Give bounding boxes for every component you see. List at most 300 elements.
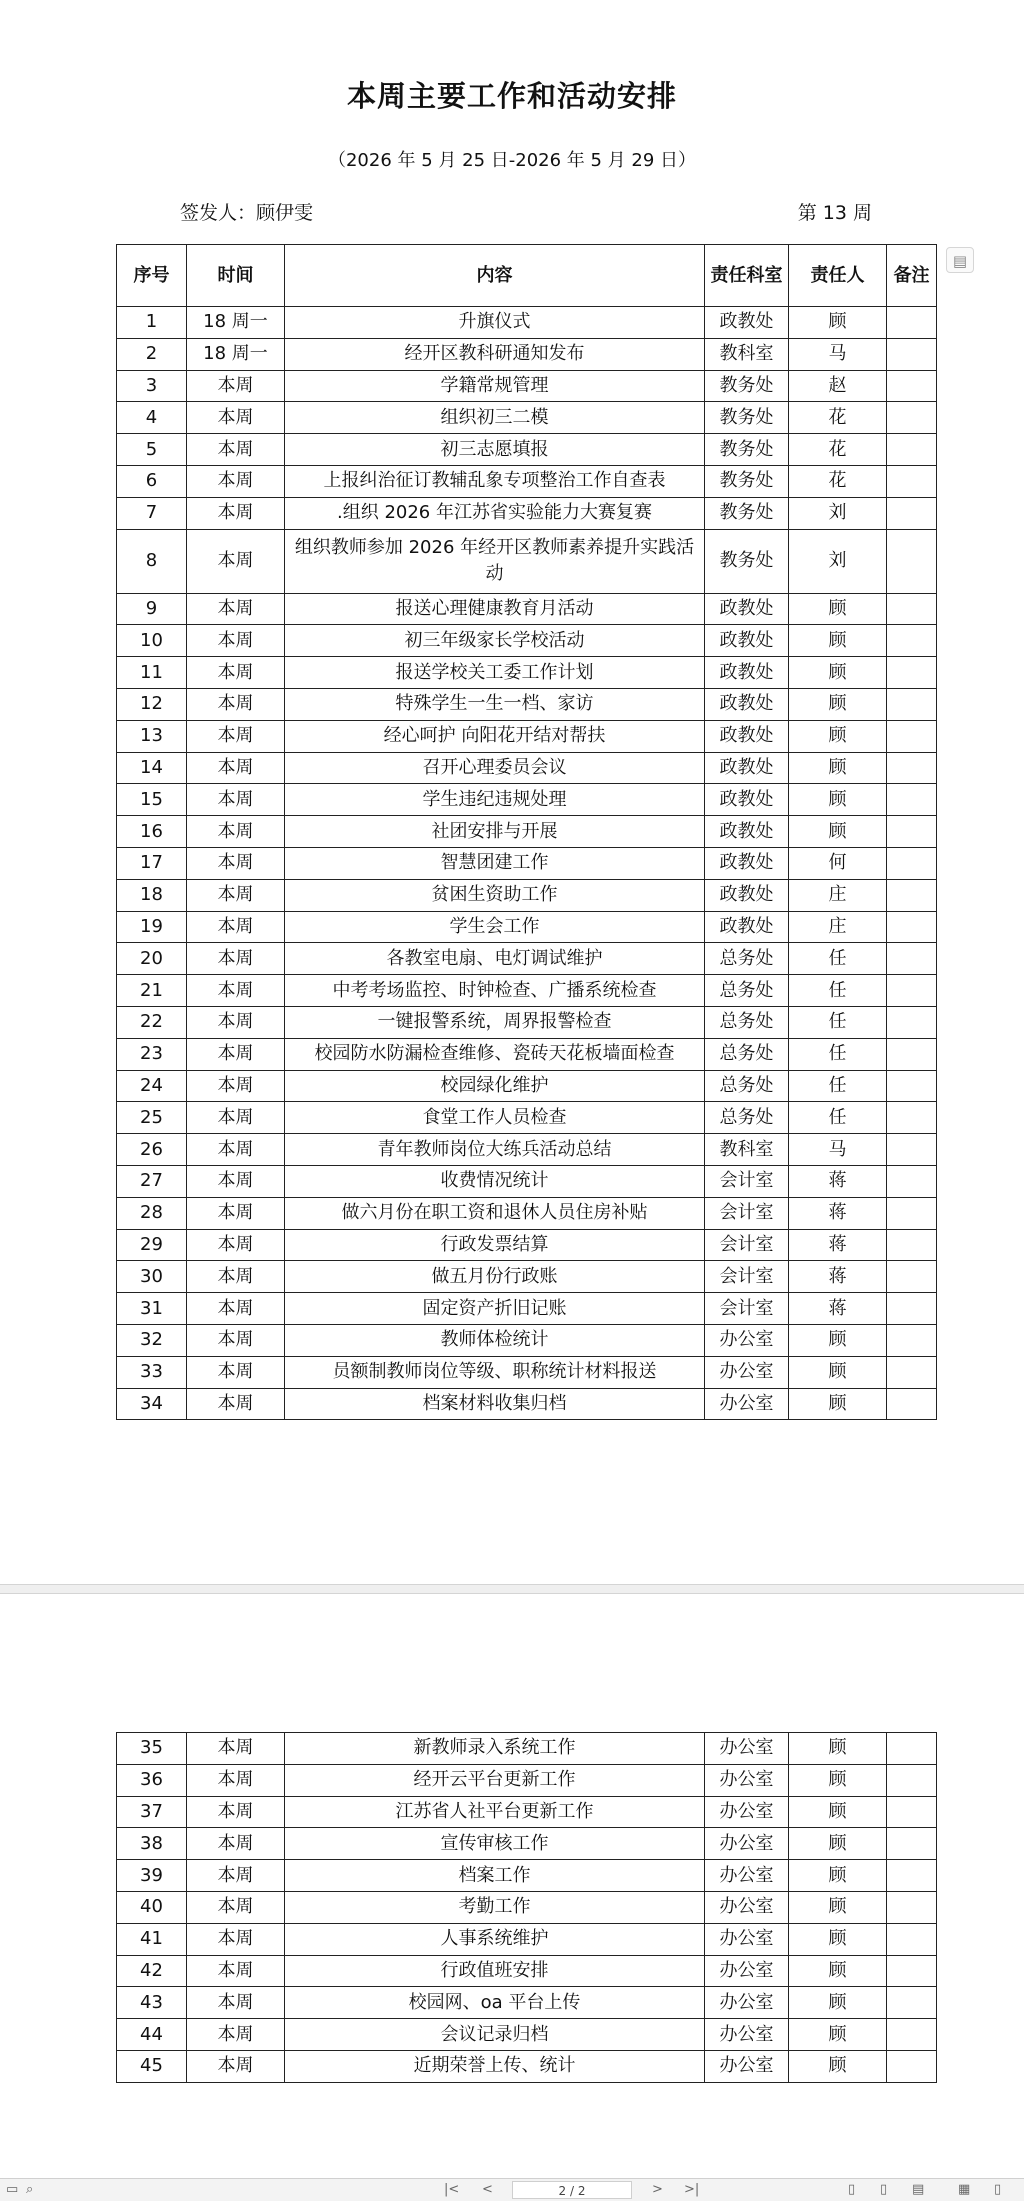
cell-note bbox=[887, 338, 937, 370]
cell-person: 任 bbox=[789, 1070, 887, 1102]
date-range: （2026 年 5 月 25 日-2026 年 5 月 29 日） bbox=[327, 150, 697, 171]
cell-dept: 办公室 bbox=[705, 2019, 789, 2051]
cell-dept: 政教处 bbox=[705, 847, 789, 879]
table-row bbox=[117, 370, 937, 402]
cell-dept: 办公室 bbox=[705, 1860, 789, 1892]
cell-person: 顾 bbox=[789, 720, 887, 752]
cell-dept: 教务处 bbox=[705, 370, 789, 402]
cell-person: 顾 bbox=[789, 1733, 887, 1765]
cell-time: 本周 bbox=[187, 1987, 285, 2019]
table-row bbox=[117, 688, 937, 720]
table-row bbox=[117, 402, 937, 434]
cell-time: 本周 bbox=[187, 2050, 285, 2082]
cell-dept: 办公室 bbox=[705, 1356, 789, 1388]
cell-content: 召开心理委员会议 bbox=[285, 752, 705, 784]
cell-person: 顾 bbox=[789, 1955, 887, 1987]
cell-time: 本周 bbox=[187, 593, 285, 625]
cell-dept: 会计室 bbox=[705, 1229, 789, 1261]
cell-note bbox=[887, 911, 937, 943]
cell-time: 本周 bbox=[187, 529, 285, 593]
cell-note bbox=[887, 1955, 937, 1987]
cell-note bbox=[887, 625, 937, 657]
cell-person: 花 bbox=[789, 465, 887, 497]
last-page-icon[interactable]: >| bbox=[684, 2182, 700, 2197]
cell-no: 20 bbox=[117, 943, 187, 975]
cell-content: 食堂工作人员检查 bbox=[285, 1102, 705, 1134]
cell-time: 18 周一 bbox=[187, 338, 285, 370]
fit-page-icon[interactable]: ▭ bbox=[6, 2182, 19, 2197]
cell-note bbox=[887, 1764, 937, 1796]
table-row bbox=[117, 1293, 937, 1325]
cell-no: 33 bbox=[117, 1356, 187, 1388]
cell-dept: 办公室 bbox=[705, 1764, 789, 1796]
cell-content: 档案材料收集归档 bbox=[285, 1388, 705, 1420]
table-row bbox=[117, 2050, 937, 2082]
cell-no: 11 bbox=[117, 657, 187, 689]
table-row bbox=[117, 1860, 937, 1892]
schedule-table-continued bbox=[116, 1732, 937, 2083]
cell-person: 顾 bbox=[789, 1860, 887, 1892]
cell-time: 本周 bbox=[187, 1324, 285, 1356]
cell-content: 贫困生资助工作 bbox=[285, 879, 705, 911]
cell-dept: 总务处 bbox=[705, 943, 789, 975]
cell-dept: 政教处 bbox=[705, 816, 789, 848]
cell-person: 马 bbox=[789, 1134, 887, 1166]
cell-time: 本周 bbox=[187, 657, 285, 689]
cell-content: 上报纠治征订教辅乱象专项整治工作自查表 bbox=[285, 465, 705, 497]
cell-time: 本周 bbox=[187, 402, 285, 434]
cell-content: 报送心理健康教育月活动 bbox=[285, 593, 705, 625]
cell-time: 本周 bbox=[187, 1293, 285, 1325]
cell-dept: 教务处 bbox=[705, 529, 789, 593]
cell-no: 8 bbox=[117, 529, 187, 593]
cell-time: 本周 bbox=[187, 434, 285, 466]
cell-time: 本周 bbox=[187, 497, 285, 529]
table-row bbox=[117, 307, 937, 339]
cell-note bbox=[887, 1860, 937, 1892]
cell-person: 顾 bbox=[789, 816, 887, 848]
cell-dept: 教务处 bbox=[705, 497, 789, 529]
week-number: 第 13 周 bbox=[797, 202, 872, 224]
table-header-row bbox=[117, 245, 937, 307]
cell-note bbox=[887, 1828, 937, 1860]
cell-dept: 政教处 bbox=[705, 593, 789, 625]
cell-person: 蒋 bbox=[789, 1261, 887, 1293]
table-row bbox=[117, 1356, 937, 1388]
cell-time: 本周 bbox=[187, 720, 285, 752]
cell-content: 升旗仪式 bbox=[285, 307, 705, 339]
document-page-2 bbox=[0, 1594, 1024, 2178]
cell-content: 报送学校关工委工作计划 bbox=[285, 657, 705, 689]
cell-note bbox=[887, 847, 937, 879]
cell-no: 28 bbox=[117, 1197, 187, 1229]
cell-dept: 政教处 bbox=[705, 625, 789, 657]
cell-time: 本周 bbox=[187, 2019, 285, 2051]
cell-note bbox=[887, 720, 937, 752]
cell-person: 顾 bbox=[789, 752, 887, 784]
cell-person: 顾 bbox=[789, 1828, 887, 1860]
cell-content: 学生会工作 bbox=[285, 911, 705, 943]
cell-time: 本周 bbox=[187, 688, 285, 720]
cell-no: 12 bbox=[117, 688, 187, 720]
table-row bbox=[117, 1764, 937, 1796]
cell-dept: 教务处 bbox=[705, 465, 789, 497]
cell-no: 25 bbox=[117, 1102, 187, 1134]
cell-time: 本周 bbox=[187, 1891, 285, 1923]
cell-content: 组织初三二模 bbox=[285, 402, 705, 434]
cell-dept: 政教处 bbox=[705, 720, 789, 752]
cell-time: 本周 bbox=[187, 1134, 285, 1166]
cell-content: 一键报警系统，周界报警检查 bbox=[285, 1006, 705, 1038]
cell-note bbox=[887, 2050, 937, 2082]
table-row bbox=[117, 593, 937, 625]
cell-content: 智慧团建工作 bbox=[285, 847, 705, 879]
cell-content: 新教师录入系统工作 bbox=[285, 1733, 705, 1765]
cell-dept: 政教处 bbox=[705, 784, 789, 816]
cell-dept: 会计室 bbox=[705, 1165, 789, 1197]
cell-note bbox=[887, 465, 937, 497]
table-row bbox=[117, 1324, 937, 1356]
cell-no: 37 bbox=[117, 1796, 187, 1828]
cell-person: 顾 bbox=[789, 1388, 887, 1420]
cell-person: 顾 bbox=[789, 1891, 887, 1923]
cell-time: 本周 bbox=[187, 1070, 285, 1102]
cell-dept: 总务处 bbox=[705, 1006, 789, 1038]
cell-note bbox=[887, 1987, 937, 2019]
cell-no: 3 bbox=[117, 370, 187, 402]
cell-time: 本周 bbox=[187, 1261, 285, 1293]
cell-time: 本周 bbox=[187, 1796, 285, 1828]
cell-dept: 政教处 bbox=[705, 657, 789, 689]
cell-person: 顾 bbox=[789, 1796, 887, 1828]
cell-time: 本周 bbox=[187, 1102, 285, 1134]
cell-person: 花 bbox=[789, 434, 887, 466]
cell-person: 庄 bbox=[789, 911, 887, 943]
continuous-icon[interactable]: ▤ bbox=[912, 2182, 925, 2197]
table-row bbox=[117, 1070, 937, 1102]
cell-note bbox=[887, 1891, 937, 1923]
cell-dept: 办公室 bbox=[705, 1891, 789, 1923]
table-row bbox=[117, 2019, 937, 2051]
cell-dept: 政教处 bbox=[705, 911, 789, 943]
cell-no: 1 bbox=[117, 307, 187, 339]
cell-content: 学籍常规管理 bbox=[285, 370, 705, 402]
cell-note bbox=[887, 402, 937, 434]
table-row bbox=[117, 1134, 937, 1166]
header-dept: 责任科室 bbox=[705, 245, 789, 307]
cell-time: 本周 bbox=[187, 1165, 285, 1197]
cell-no: 35 bbox=[117, 1733, 187, 1765]
cell-dept: 办公室 bbox=[705, 1955, 789, 1987]
first-page-icon[interactable]: |< bbox=[444, 2182, 460, 2197]
cell-note bbox=[887, 1293, 937, 1325]
table-row bbox=[117, 752, 937, 784]
table-row bbox=[117, 879, 937, 911]
cell-note bbox=[887, 657, 937, 689]
cell-note bbox=[887, 1796, 937, 1828]
table-row bbox=[117, 816, 937, 848]
cell-time: 本周 bbox=[187, 752, 285, 784]
table-row bbox=[117, 434, 937, 466]
table-row bbox=[117, 1733, 937, 1765]
table-row bbox=[117, 1261, 937, 1293]
cell-person: 刘 bbox=[789, 529, 887, 593]
cell-dept: 总务处 bbox=[705, 1070, 789, 1102]
cell-content: .组织 2026 年江苏省实验能力大赛复赛 bbox=[285, 497, 705, 529]
cell-person: 任 bbox=[789, 975, 887, 1007]
cell-note bbox=[887, 1229, 937, 1261]
cell-time: 本周 bbox=[187, 1860, 285, 1892]
cell-person: 任 bbox=[789, 1038, 887, 1070]
cell-person: 蒋 bbox=[789, 1165, 887, 1197]
cell-time: 本周 bbox=[187, 1197, 285, 1229]
cell-person: 顾 bbox=[789, 784, 887, 816]
cell-person: 蒋 bbox=[789, 1229, 887, 1261]
cell-note bbox=[887, 1324, 937, 1356]
cell-person: 顾 bbox=[789, 657, 887, 689]
table-row bbox=[117, 943, 937, 975]
table-row bbox=[117, 1038, 937, 1070]
cell-note bbox=[887, 529, 937, 593]
cell-content: 档案工作 bbox=[285, 1860, 705, 1892]
cell-person: 顾 bbox=[789, 307, 887, 339]
layout-icon[interactable]: ▦ bbox=[958, 2182, 971, 2197]
cell-content: 校园防水防漏检查维修、瓷砖天花板墙面检查 bbox=[285, 1038, 705, 1070]
cell-content: 收费情况统计 bbox=[285, 1165, 705, 1197]
cell-no: 44 bbox=[117, 2019, 187, 2051]
cell-no: 18 bbox=[117, 879, 187, 911]
table-row bbox=[117, 625, 937, 657]
cell-content: 江苏省人社平台更新工作 bbox=[285, 1796, 705, 1828]
cell-note bbox=[887, 784, 937, 816]
table-row bbox=[117, 1796, 937, 1828]
table-row bbox=[117, 720, 937, 752]
table-row bbox=[117, 1828, 937, 1860]
table-row bbox=[117, 338, 937, 370]
cell-time: 本周 bbox=[187, 1038, 285, 1070]
cell-content: 特殊学生一生一档、家访 bbox=[285, 688, 705, 720]
cell-dept: 政教处 bbox=[705, 688, 789, 720]
cell-content: 各教室电扇、电灯调试维护 bbox=[285, 943, 705, 975]
cell-note bbox=[887, 1070, 937, 1102]
table-row bbox=[117, 1388, 937, 1420]
cell-no: 42 bbox=[117, 1955, 187, 1987]
cell-time: 本周 bbox=[187, 1828, 285, 1860]
table-row bbox=[117, 497, 937, 529]
document-title: 本周主要工作和活动安排 bbox=[346, 79, 677, 113]
cell-no: 17 bbox=[117, 847, 187, 879]
cell-content: 组织教师参加 2026 年经开区教师素养提升实践活动 bbox=[285, 529, 705, 593]
cell-note bbox=[887, 1102, 937, 1134]
cell-note bbox=[887, 307, 937, 339]
cell-person: 顾 bbox=[789, 1324, 887, 1356]
cell-no: 24 bbox=[117, 1070, 187, 1102]
cell-person: 顾 bbox=[789, 2050, 887, 2082]
table-row bbox=[117, 465, 937, 497]
cell-time: 本周 bbox=[187, 847, 285, 879]
cell-no: 2 bbox=[117, 338, 187, 370]
cell-dept: 会计室 bbox=[705, 1197, 789, 1229]
table-row bbox=[117, 1923, 937, 1955]
cell-time: 本周 bbox=[187, 879, 285, 911]
table-row bbox=[117, 975, 937, 1007]
page-separator bbox=[0, 1584, 1024, 1594]
cell-dept: 办公室 bbox=[705, 2050, 789, 2082]
header-time: 时间 bbox=[187, 245, 285, 307]
page-indicator[interactable]: 2 / 2 bbox=[512, 2181, 632, 2199]
cell-no: 10 bbox=[117, 625, 187, 657]
cell-dept: 政教处 bbox=[705, 752, 789, 784]
cell-dept: 会计室 bbox=[705, 1261, 789, 1293]
rotate-icon[interactable]: ▯ bbox=[994, 2182, 1002, 2197]
cell-time: 本周 bbox=[187, 465, 285, 497]
cell-time: 本周 bbox=[187, 816, 285, 848]
cell-note bbox=[887, 1038, 937, 1070]
cell-note bbox=[887, 816, 937, 848]
cell-content: 经心呵护 向阳花开结对帮扶 bbox=[285, 720, 705, 752]
cell-content: 校园绿化维护 bbox=[285, 1070, 705, 1102]
table-row bbox=[117, 1197, 937, 1229]
cell-content: 行政值班安排 bbox=[285, 1955, 705, 1987]
cell-content: 教师体检统计 bbox=[285, 1324, 705, 1356]
cell-person: 顾 bbox=[789, 2019, 887, 2051]
zoom-icon[interactable]: ⌕ bbox=[26, 2182, 34, 2197]
cell-person: 顾 bbox=[789, 1356, 887, 1388]
cell-no: 15 bbox=[117, 784, 187, 816]
signer: 签发人：顾伊雯 bbox=[180, 202, 314, 224]
cell-content: 青年教师岗位大练兵活动总结 bbox=[285, 1134, 705, 1166]
cell-content: 考勤工作 bbox=[285, 1891, 705, 1923]
cell-note bbox=[887, 497, 937, 529]
cell-no: 19 bbox=[117, 911, 187, 943]
cell-time: 本周 bbox=[187, 1733, 285, 1765]
cell-person: 顾 bbox=[789, 1923, 887, 1955]
cell-content: 初三志愿填报 bbox=[285, 434, 705, 466]
cell-time: 本周 bbox=[187, 1955, 285, 1987]
cell-content: 行政发票结算 bbox=[285, 1229, 705, 1261]
cell-no: 43 bbox=[117, 1987, 187, 2019]
cell-content: 学生违纪违规处理 bbox=[285, 784, 705, 816]
cell-no: 5 bbox=[117, 434, 187, 466]
comment-icon[interactable]: ▤ bbox=[946, 247, 974, 273]
cell-dept: 办公室 bbox=[705, 1923, 789, 1955]
cell-person: 马 bbox=[789, 338, 887, 370]
cell-note bbox=[887, 1388, 937, 1420]
cell-no: 41 bbox=[117, 1923, 187, 1955]
cell-time: 18 周一 bbox=[187, 307, 285, 339]
cell-dept: 教科室 bbox=[705, 338, 789, 370]
cell-person: 顾 bbox=[789, 593, 887, 625]
cell-person: 刘 bbox=[789, 497, 887, 529]
cell-no: 38 bbox=[117, 1828, 187, 1860]
cell-time: 本周 bbox=[187, 943, 285, 975]
schedule-table bbox=[116, 244, 937, 1420]
header-no: 序号 bbox=[117, 245, 187, 307]
cell-person: 花 bbox=[789, 402, 887, 434]
cell-content: 经开云平台更新工作 bbox=[285, 1764, 705, 1796]
cell-no: 39 bbox=[117, 1860, 187, 1892]
cell-time: 本周 bbox=[187, 1006, 285, 1038]
cell-no: 4 bbox=[117, 402, 187, 434]
cell-note bbox=[887, 1134, 937, 1166]
table-row bbox=[117, 1165, 937, 1197]
cell-content: 经开区教科研通知发布 bbox=[285, 338, 705, 370]
cell-no: 30 bbox=[117, 1261, 187, 1293]
table-row bbox=[117, 529, 937, 593]
cell-note bbox=[887, 1923, 937, 1955]
single-page-icon[interactable]: ▯ bbox=[848, 2182, 856, 2197]
table-row bbox=[117, 1955, 937, 1987]
cell-time: 本周 bbox=[187, 370, 285, 402]
cell-person: 何 bbox=[789, 847, 887, 879]
table-row bbox=[117, 1006, 937, 1038]
cell-dept: 办公室 bbox=[705, 1987, 789, 2019]
cell-dept: 政教处 bbox=[705, 879, 789, 911]
prev-page-icon[interactable]: < bbox=[482, 2182, 493, 2197]
cell-person: 赵 bbox=[789, 370, 887, 402]
table-row bbox=[117, 1229, 937, 1261]
cell-dept: 教科室 bbox=[705, 1134, 789, 1166]
cell-note bbox=[887, 434, 937, 466]
cell-content: 社团安排与开展 bbox=[285, 816, 705, 848]
cell-content: 人事系统维护 bbox=[285, 1923, 705, 1955]
cell-content: 中考考场监控、时钟检查、广播系统检查 bbox=[285, 975, 705, 1007]
cell-note bbox=[887, 975, 937, 1007]
viewer-toolbar bbox=[0, 2178, 1024, 2201]
cell-time: 本周 bbox=[187, 1388, 285, 1420]
cell-no: 40 bbox=[117, 1891, 187, 1923]
cell-content: 初三年级家长学校活动 bbox=[285, 625, 705, 657]
cell-time: 本周 bbox=[187, 1923, 285, 1955]
cell-no: 26 bbox=[117, 1134, 187, 1166]
cell-no: 31 bbox=[117, 1293, 187, 1325]
cell-note bbox=[887, 943, 937, 975]
cell-content: 固定资产折旧记账 bbox=[285, 1293, 705, 1325]
cell-content: 校园网、oa 平台上传 bbox=[285, 1987, 705, 2019]
header-content: 内容 bbox=[285, 245, 705, 307]
cell-note bbox=[887, 1197, 937, 1229]
table-row bbox=[117, 911, 937, 943]
cell-note bbox=[887, 1356, 937, 1388]
next-page-icon[interactable]: > bbox=[652, 2182, 663, 2197]
cell-person: 任 bbox=[789, 943, 887, 975]
double-page-icon[interactable]: ▯ bbox=[880, 2182, 888, 2197]
cell-content: 宣传审核工作 bbox=[285, 1828, 705, 1860]
cell-person: 顾 bbox=[789, 625, 887, 657]
cell-note bbox=[887, 879, 937, 911]
cell-time: 本周 bbox=[187, 975, 285, 1007]
cell-note bbox=[887, 1733, 937, 1765]
cell-time: 本周 bbox=[187, 1356, 285, 1388]
table-row bbox=[117, 847, 937, 879]
cell-note bbox=[887, 593, 937, 625]
cell-dept: 会计室 bbox=[705, 1293, 789, 1325]
cell-dept: 办公室 bbox=[705, 1828, 789, 1860]
cell-content: 做六月份在职工资和退休人员住房补贴 bbox=[285, 1197, 705, 1229]
cell-dept: 政教处 bbox=[705, 307, 789, 339]
table-row bbox=[117, 784, 937, 816]
cell-time: 本周 bbox=[187, 1764, 285, 1796]
cell-content: 员额制教师岗位等级、职称统计材料报送 bbox=[285, 1356, 705, 1388]
cell-content: 做五月份行政账 bbox=[285, 1261, 705, 1293]
cell-dept: 办公室 bbox=[705, 1796, 789, 1828]
cell-no: 32 bbox=[117, 1324, 187, 1356]
cell-person: 蒋 bbox=[789, 1293, 887, 1325]
cell-dept: 总务处 bbox=[705, 1038, 789, 1070]
cell-dept: 办公室 bbox=[705, 1324, 789, 1356]
table-row bbox=[117, 1987, 937, 2019]
cell-no: 23 bbox=[117, 1038, 187, 1070]
